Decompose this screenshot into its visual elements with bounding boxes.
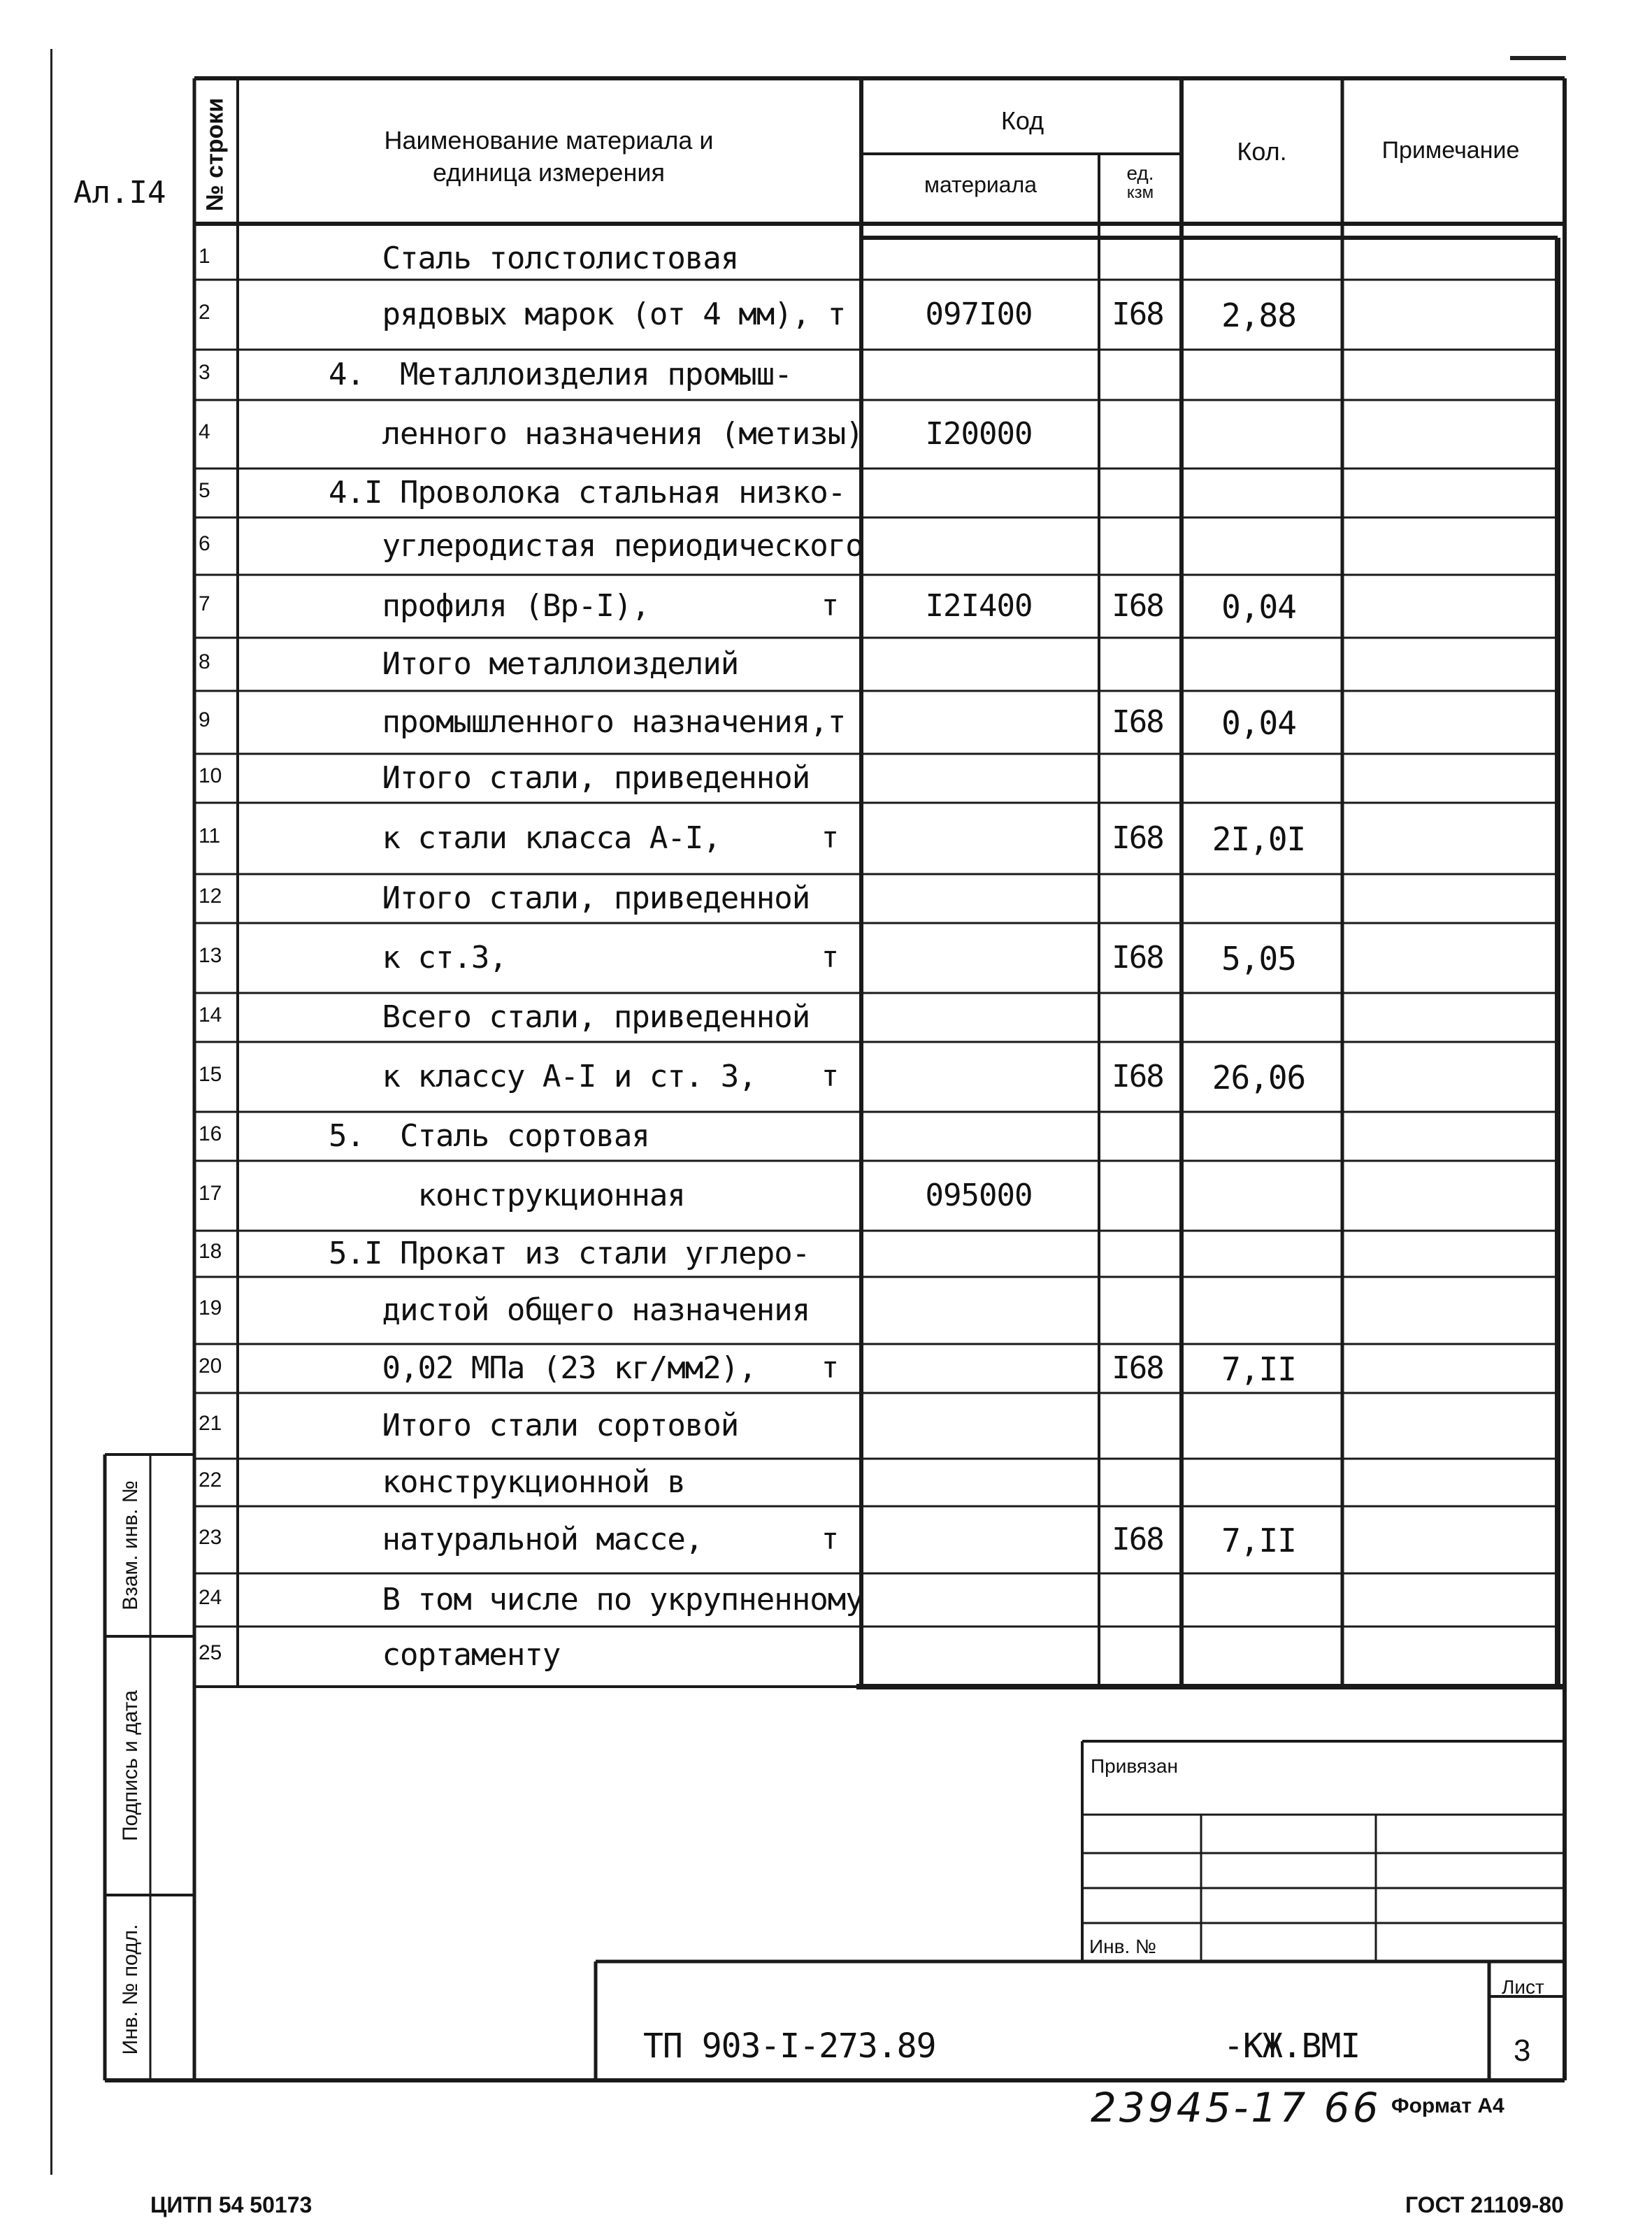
- row-quantity: 5,05: [1221, 940, 1296, 978]
- row-unit-code: I68: [1112, 704, 1163, 740]
- row-material-name: конструкционной в: [329, 1464, 685, 1500]
- designation-left: ТП 903-I-273.89: [643, 2027, 936, 2066]
- row-unit-code: I68: [1112, 940, 1163, 975]
- row-material-code: 095000: [925, 1178, 1033, 1213]
- row-number: 2: [199, 301, 210, 324]
- stamp-privyazan: Привязан: [1091, 1755, 1178, 1777]
- row-material-name: дистой общего назначения: [329, 1292, 810, 1328]
- row-unit-code: I68: [1112, 588, 1163, 624]
- footer-right: ГОСТ 21109-80: [1405, 2192, 1564, 2217]
- row-unit-code: I68: [1112, 296, 1163, 332]
- row-material-name: к ст.3,: [329, 940, 507, 975]
- row-quantity: 2,88: [1221, 296, 1296, 334]
- row-material-name: Итого металлоизделий: [329, 646, 739, 682]
- side-label-inv-podl: Инв. № подл.: [119, 1924, 142, 2055]
- row-material-name: профиля (Вр-I),: [329, 588, 649, 624]
- row-number: 14: [199, 1003, 222, 1027]
- row-material-code: I20000: [925, 416, 1033, 452]
- row-unit: т: [821, 588, 839, 622]
- row-number: 24: [199, 1586, 222, 1609]
- row-material-name: Итого стали, приведенной: [329, 880, 810, 916]
- row-material-name: 5.I Прокат из стали углеро-: [329, 1236, 810, 1271]
- row-material-name: Всего стали, приведенной: [329, 999, 810, 1035]
- row-material-name: ленного назначения (метизы): [329, 416, 863, 452]
- row-number: 15: [199, 1063, 222, 1086]
- row-number: 18: [199, 1240, 222, 1263]
- row-material-name: 4. Металлоизделия промыш-: [329, 357, 792, 392]
- header-code-unit-line1: ед.: [1126, 162, 1154, 184]
- row-unit: т: [821, 1522, 839, 1556]
- row-material-name: к стали класса А-I,: [329, 820, 721, 856]
- handwritten-number: 23945-17 66: [1091, 2084, 1381, 2131]
- row-number: 20: [199, 1355, 222, 1378]
- header-note: Примечание: [1381, 137, 1520, 164]
- row-quantity: 0,04: [1221, 704, 1296, 742]
- stamp-list-number: 3: [1514, 2034, 1531, 2068]
- row-material-name: 0,02 МПа (23 кг/мм2),: [329, 1350, 756, 1386]
- row-material-name: Итого стали сортовой: [329, 1408, 739, 1443]
- stamp-inv-no: Инв. №: [1089, 1936, 1157, 1957]
- row-number: 1: [199, 245, 210, 268]
- row-material-name: 5. Сталь сортовая: [329, 1118, 649, 1154]
- row-material-name: натуральной массе,: [329, 1522, 703, 1557]
- row-number: 21: [199, 1412, 222, 1435]
- row-quantity: 26,06: [1212, 1059, 1306, 1096]
- footer-left: ЦИТП 54 50173: [150, 2192, 313, 2217]
- row-material-name: к классу А-I и ст. 3,: [329, 1059, 756, 1094]
- row-unit: т: [821, 1059, 839, 1093]
- row-number: 3: [199, 361, 210, 384]
- row-number: 23: [199, 1526, 222, 1549]
- header-name-line2: единица измерения: [433, 158, 665, 187]
- sheet-reference: Ал.I4: [73, 175, 166, 210]
- row-unit-code: I68: [1112, 1522, 1163, 1557]
- header-code-material: материала: [924, 172, 1037, 197]
- row-material-name: сортаменту: [329, 1637, 561, 1673]
- row-material-name: углеродистая периодического: [329, 528, 863, 564]
- header-row-number: № строки: [201, 97, 229, 212]
- row-material-name: Итого стали, приведенной: [329, 760, 810, 796]
- row-material-name: В том числе по укрупненному: [329, 1582, 863, 1617]
- row-material-name: 4.I Проволока стальная низко-: [329, 475, 846, 510]
- row-number: 6: [199, 532, 210, 555]
- row-number: 11: [199, 824, 221, 848]
- row-unit: т: [821, 820, 839, 855]
- side-label-vzam: Взам. инв. №: [119, 1480, 142, 1610]
- header-code: Код: [1000, 106, 1044, 135]
- row-number: 16: [199, 1122, 222, 1145]
- row-number: 17: [199, 1182, 222, 1205]
- header-code-unit-line2: кзм: [1126, 183, 1154, 202]
- header-quantity: Кол.: [1237, 137, 1287, 166]
- row-number: 7: [199, 592, 210, 615]
- row-material-name: промышленного назначения,т: [329, 704, 846, 740]
- row-unit: т: [821, 1350, 839, 1385]
- row-unit-code: I68: [1112, 1350, 1163, 1386]
- row-quantity: 7,II: [1221, 1522, 1296, 1559]
- row-quantity: 7,II: [1221, 1350, 1296, 1388]
- row-number: 19: [199, 1296, 222, 1320]
- row-number: 12: [199, 885, 222, 908]
- stamp-list-label: Лист: [1502, 1976, 1544, 1998]
- row-unit-code: I68: [1112, 1059, 1163, 1094]
- row-number: 4: [199, 420, 210, 443]
- row-quantity: 0,04: [1221, 588, 1296, 626]
- row-number: 10: [199, 764, 222, 787]
- row-number: 9: [199, 708, 210, 731]
- format-label: Формат А4: [1391, 2094, 1504, 2117]
- row-number: 8: [199, 650, 210, 673]
- row-unit: т: [821, 940, 839, 974]
- row-material-name: конструкционная: [329, 1178, 685, 1213]
- row-unit-code: I68: [1112, 820, 1163, 856]
- row-quantity: 2I,0I: [1212, 820, 1306, 858]
- row-number: 22: [199, 1468, 222, 1492]
- row-material-code: 097I00: [925, 296, 1033, 332]
- row-number: 5: [199, 479, 210, 502]
- row-material-name: Сталь толстолистовая: [329, 241, 739, 276]
- designation-right: -КЖ.ВМI: [1223, 2027, 1360, 2066]
- row-material-code: I2I400: [925, 588, 1033, 624]
- row-material-name: рядовых марок (от 4 мм), т: [329, 296, 846, 332]
- row-number: 13: [199, 944, 222, 967]
- side-label-podpis: Подпись и дата: [119, 1690, 142, 1841]
- header-name-line1: Наименование материала и: [384, 126, 714, 155]
- row-number: 25: [199, 1641, 222, 1664]
